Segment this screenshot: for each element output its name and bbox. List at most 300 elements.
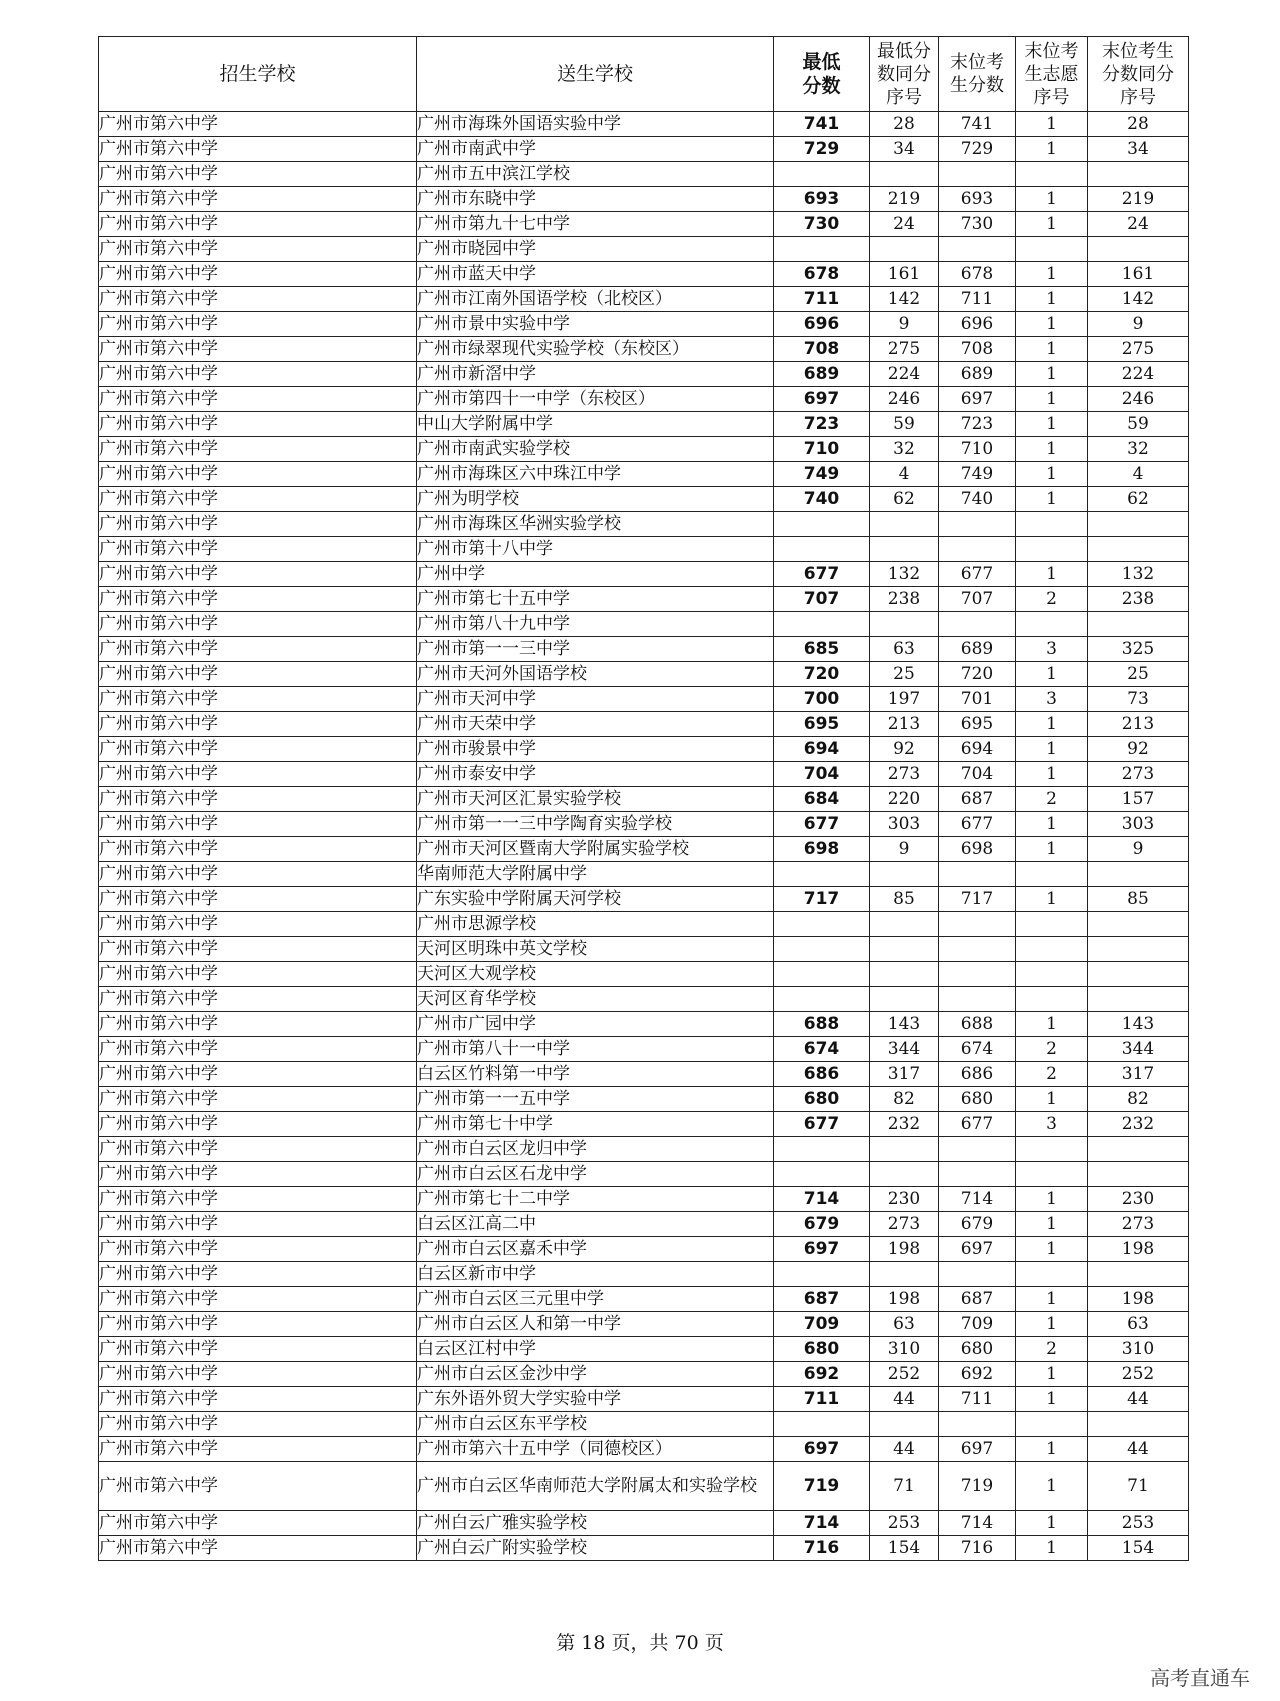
cell-min-rank: 4 — [870, 462, 939, 487]
cell-school: 广州市第六中学 — [99, 912, 417, 937]
cell-min-rank: 220 — [870, 787, 939, 812]
cell-school: 广州市第六中学 — [99, 137, 417, 162]
table-row — [99, 912, 1189, 937]
cell-last-rank: 230 — [1088, 1187, 1189, 1212]
cell-sender-school: 广州市泰安中学 — [417, 762, 774, 787]
cell-last-choice: 1 — [1016, 112, 1088, 137]
cell-last-choice: 1 — [1016, 812, 1088, 837]
cell-school: 广州市第六中学 — [99, 1062, 417, 1087]
table-row — [99, 662, 1189, 687]
cell-last-rank — [1088, 937, 1189, 962]
cell-sender-school: 广州市骏景中学 — [417, 737, 774, 762]
cell-last-score: 679 — [939, 1212, 1016, 1237]
cell-last-choice — [1016, 1137, 1088, 1162]
cell-min-score: 680 — [774, 1337, 870, 1362]
cell-school: 广州市第六中学 — [99, 712, 417, 737]
table-row — [99, 1362, 1189, 1387]
cell-last-rank — [1088, 912, 1189, 937]
table-row — [99, 387, 1189, 412]
cell-min-rank — [870, 987, 939, 1012]
cell-min-score: 716 — [774, 1536, 870, 1561]
cell-last-score: 698 — [939, 837, 1016, 862]
cell-last-choice — [1016, 1412, 1088, 1437]
cell-school: 广州市第六中学 — [99, 1212, 417, 1237]
cell-last-choice — [1016, 612, 1088, 637]
cell-last-choice — [1016, 962, 1088, 987]
cell-min-rank: 63 — [870, 637, 939, 662]
cell-school: 广州市第六中学 — [99, 962, 417, 987]
cell-min-rank: 71 — [870, 1462, 939, 1511]
cell-last-score — [939, 862, 1016, 887]
table-row — [99, 1212, 1189, 1237]
table-row — [99, 312, 1189, 337]
cell-school: 广州市第六中学 — [99, 1087, 417, 1112]
cell-sender-school: 广州市白云区石龙中学 — [417, 1162, 774, 1187]
cell-sender-school: 中山大学附属中学 — [417, 412, 774, 437]
cell-last-rank — [1088, 1412, 1189, 1437]
cell-min-rank: 44 — [870, 1437, 939, 1462]
table-row — [99, 262, 1189, 287]
cell-min-score: 710 — [774, 437, 870, 462]
table-row — [99, 1037, 1189, 1062]
header-min-rank: 最低分 数同分 序号 — [870, 37, 939, 112]
cell-min-rank — [870, 537, 939, 562]
cell-sender-school: 白云区江高二中 — [417, 1212, 774, 1237]
cell-school: 广州市第六中学 — [99, 737, 417, 762]
table-row — [99, 637, 1189, 662]
cell-last-rank: 273 — [1088, 762, 1189, 787]
cell-last-score: 677 — [939, 1112, 1016, 1137]
cell-min-rank: 253 — [870, 1511, 939, 1536]
cell-last-rank: 25 — [1088, 662, 1189, 687]
cell-min-score: 695 — [774, 712, 870, 737]
cell-last-rank — [1088, 237, 1189, 262]
cell-last-score: 693 — [939, 187, 1016, 212]
cell-school: 广州市第六中学 — [99, 262, 417, 287]
cell-last-score: 689 — [939, 362, 1016, 387]
cell-last-choice: 3 — [1016, 687, 1088, 712]
table-row — [99, 1536, 1189, 1561]
cell-last-rank — [1088, 1262, 1189, 1287]
cell-min-score: 685 — [774, 637, 870, 662]
cell-last-score: 678 — [939, 262, 1016, 287]
cell-school: 广州市第六中学 — [99, 1137, 417, 1162]
cell-school: 广州市第六中学 — [99, 1037, 417, 1062]
cell-min-rank — [870, 962, 939, 987]
header-last-choice: 末位考 生志愿 序号 — [1016, 37, 1088, 112]
cell-sender-school: 广州市绿翠现代实验学校（东校区） — [417, 337, 774, 362]
cell-min-rank: 161 — [870, 262, 939, 287]
cell-min-rank: 230 — [870, 1187, 939, 1212]
cell-last-choice: 1 — [1016, 762, 1088, 787]
cell-min-rank: 252 — [870, 1362, 939, 1387]
cell-sender-school: 广州市东晓中学 — [417, 187, 774, 212]
cell-last-rank: 34 — [1088, 137, 1189, 162]
table-row — [99, 237, 1189, 262]
cell-school: 广州市第六中学 — [99, 512, 417, 537]
cell-last-rank — [1088, 1137, 1189, 1162]
cell-min-score — [774, 237, 870, 262]
cell-last-rank: 62 — [1088, 487, 1189, 512]
cell-sender-school: 广州市第六十五中学（同德校区） — [417, 1437, 774, 1462]
cell-last-score: 704 — [939, 762, 1016, 787]
table-row — [99, 537, 1189, 562]
cell-min-score: 677 — [774, 812, 870, 837]
cell-min-score — [774, 1162, 870, 1187]
cell-last-choice: 1 — [1016, 1287, 1088, 1312]
table-row — [99, 987, 1189, 1012]
cell-last-choice: 1 — [1016, 1312, 1088, 1337]
cell-last-score: 689 — [939, 637, 1016, 662]
page-number: 第 18 页，共 70 页 — [556, 1632, 724, 1654]
cell-last-score: 677 — [939, 562, 1016, 587]
cell-last-score: 710 — [939, 437, 1016, 462]
table-row — [99, 1112, 1189, 1137]
cell-min-score: 686 — [774, 1062, 870, 1087]
cell-school: 广州市第六中学 — [99, 1287, 417, 1312]
cell-last-choice: 1 — [1016, 662, 1088, 687]
cell-sender-school: 广州市蓝天中学 — [417, 262, 774, 287]
cell-sender-school: 广州市南武中学 — [417, 137, 774, 162]
cell-min-rank — [870, 162, 939, 187]
table-row — [99, 562, 1189, 587]
cell-school: 广州市第六中学 — [99, 1187, 417, 1212]
cell-school: 广州市第六中学 — [99, 162, 417, 187]
cell-last-choice: 1 — [1016, 1387, 1088, 1412]
cell-school: 广州市第六中学 — [99, 1387, 417, 1412]
cell-sender-school: 广州市海珠外国语实验中学 — [417, 112, 774, 137]
cell-min-rank: 273 — [870, 1212, 939, 1237]
cell-min-rank: 82 — [870, 1087, 939, 1112]
header-last-rank: 末位考生 分数同分 序号 — [1088, 37, 1189, 112]
table-row — [99, 1087, 1189, 1112]
table-row — [99, 937, 1189, 962]
cell-min-score — [774, 1262, 870, 1287]
table-row — [99, 337, 1189, 362]
cell-last-rank: 32 — [1088, 437, 1189, 462]
cell-school: 广州市第六中学 — [99, 887, 417, 912]
cell-sender-school: 广州市第七十二中学 — [417, 1187, 774, 1212]
cell-min-rank: 59 — [870, 412, 939, 437]
cell-sender-school: 广州市海珠区六中珠江中学 — [417, 462, 774, 487]
table-row — [99, 712, 1189, 737]
cell-sender-school: 广州市海珠区华洲实验学校 — [417, 512, 774, 537]
cell-min-score: 692 — [774, 1362, 870, 1387]
cell-sender-school: 白云区新市中学 — [417, 1262, 774, 1287]
cell-min-score: 674 — [774, 1037, 870, 1062]
cell-last-score: 697 — [939, 1437, 1016, 1462]
cell-last-choice: 1 — [1016, 287, 1088, 312]
table-row — [99, 612, 1189, 637]
cell-sender-school: 广州市白云区华南师范大学附属太和实验学校 — [417, 1462, 774, 1511]
cell-sender-school: 广州市天河区暨南大学附属实验学校 — [417, 837, 774, 862]
cell-last-rank: 273 — [1088, 1212, 1189, 1237]
table-row — [99, 487, 1189, 512]
cell-min-score: 749 — [774, 462, 870, 487]
cell-last-score: 707 — [939, 587, 1016, 612]
cell-last-score: 711 — [939, 287, 1016, 312]
cell-min-rank: 317 — [870, 1062, 939, 1087]
cell-last-choice — [1016, 537, 1088, 562]
cell-school: 广州市第六中学 — [99, 287, 417, 312]
table-row — [99, 1062, 1189, 1087]
cell-sender-school: 广州市第九十七中学 — [417, 212, 774, 237]
cell-last-rank — [1088, 987, 1189, 1012]
cell-sender-school: 广东外语外贸大学实验中学 — [417, 1387, 774, 1412]
cell-min-score: 708 — [774, 337, 870, 362]
cell-last-choice: 1 — [1016, 1362, 1088, 1387]
cell-sender-school: 广州市白云区三元里中学 — [417, 1287, 774, 1312]
cell-last-score: 701 — [939, 687, 1016, 712]
table-row — [99, 862, 1189, 887]
table-row — [99, 887, 1189, 912]
cell-last-choice: 1 — [1016, 262, 1088, 287]
cell-min-rank: 275 — [870, 337, 939, 362]
cell-last-choice: 1 — [1016, 387, 1088, 412]
cell-last-rank: 310 — [1088, 1337, 1189, 1362]
cell-last-choice — [1016, 1162, 1088, 1187]
cell-last-rank: 219 — [1088, 187, 1189, 212]
cell-school: 广州市第六中学 — [99, 1536, 417, 1561]
cell-school: 广州市第六中学 — [99, 362, 417, 387]
cell-min-rank: 310 — [870, 1337, 939, 1362]
cell-min-score — [774, 612, 870, 637]
cell-school: 广州市第六中学 — [99, 537, 417, 562]
cell-last-rank: 198 — [1088, 1237, 1189, 1262]
cell-last-rank: 213 — [1088, 712, 1189, 737]
cell-last-score — [939, 937, 1016, 962]
cell-school: 广州市第六中学 — [99, 562, 417, 587]
cell-last-choice — [1016, 862, 1088, 887]
table-row — [99, 1337, 1189, 1362]
cell-min-score: 714 — [774, 1511, 870, 1536]
table-row — [99, 837, 1189, 862]
cell-last-choice: 1 — [1016, 1511, 1088, 1536]
cell-min-score: 729 — [774, 137, 870, 162]
cell-school: 广州市第六中学 — [99, 1437, 417, 1462]
cell-school: 广州市第六中学 — [99, 987, 417, 1012]
header-school: 招生学校 — [99, 37, 417, 112]
cell-school: 广州市第六中学 — [99, 1237, 417, 1262]
cell-min-rank — [870, 237, 939, 262]
cell-min-rank: 238 — [870, 587, 939, 612]
cell-min-score — [774, 1137, 870, 1162]
cell-sender-school: 广州市白云区龙归中学 — [417, 1137, 774, 1162]
cell-last-score: 687 — [939, 787, 1016, 812]
cell-sender-school: 广州市广园中学 — [417, 1012, 774, 1037]
cell-last-choice — [1016, 512, 1088, 537]
cell-sender-school: 广州为明学校 — [417, 487, 774, 512]
cell-sender-school: 广州市第七十中学 — [417, 1112, 774, 1137]
table-row — [99, 287, 1189, 312]
cell-last-choice: 3 — [1016, 1112, 1088, 1137]
cell-last-rank: 9 — [1088, 837, 1189, 862]
cell-min-rank: 62 — [870, 487, 939, 512]
cell-last-rank: 325 — [1088, 637, 1189, 662]
table-row — [99, 1287, 1189, 1312]
cell-school: 广州市第六中学 — [99, 1012, 417, 1037]
cell-min-rank — [870, 937, 939, 962]
table-row — [99, 137, 1189, 162]
table-row — [99, 362, 1189, 387]
cell-min-score: 720 — [774, 662, 870, 687]
cell-last-choice: 1 — [1016, 362, 1088, 387]
cell-last-rank: 344 — [1088, 1037, 1189, 1062]
cell-sender-school: 广州市南武实验学校 — [417, 437, 774, 462]
cell-school: 广州市第六中学 — [99, 337, 417, 362]
cell-last-score: 740 — [939, 487, 1016, 512]
cell-min-score: 677 — [774, 1112, 870, 1137]
cell-last-rank: 24 — [1088, 212, 1189, 237]
cell-last-score — [939, 1262, 1016, 1287]
cell-last-rank: 82 — [1088, 1087, 1189, 1112]
cell-last-score — [939, 537, 1016, 562]
cell-school: 广州市第六中学 — [99, 1511, 417, 1536]
cell-min-score: 698 — [774, 837, 870, 862]
cell-last-choice — [1016, 162, 1088, 187]
cell-school: 广州市第六中学 — [99, 1412, 417, 1437]
cell-last-score: 680 — [939, 1337, 1016, 1362]
cell-school: 广州市第六中学 — [99, 837, 417, 862]
cell-last-score — [939, 1137, 1016, 1162]
cell-min-score — [774, 987, 870, 1012]
cell-sender-school: 广州市第四十一中学（东校区） — [417, 387, 774, 412]
table-row — [99, 112, 1189, 137]
cell-school: 广州市第六中学 — [99, 1112, 417, 1137]
cell-min-rank: 197 — [870, 687, 939, 712]
cell-school: 广州市第六中学 — [99, 587, 417, 612]
admission-score-table — [98, 36, 1189, 1561]
cell-min-score: 689 — [774, 362, 870, 387]
cell-last-score: 677 — [939, 812, 1016, 837]
cell-min-rank — [870, 862, 939, 887]
table-row — [99, 412, 1189, 437]
cell-last-score — [939, 162, 1016, 187]
cell-last-choice: 1 — [1016, 1536, 1088, 1561]
cell-last-rank: 85 — [1088, 887, 1189, 912]
watermark: 高考直通车 — [1150, 1666, 1250, 1690]
cell-last-choice: 1 — [1016, 437, 1088, 462]
cell-school: 广州市第六中学 — [99, 462, 417, 487]
cell-last-choice: 1 — [1016, 737, 1088, 762]
cell-min-score: 741 — [774, 112, 870, 137]
table-row — [99, 187, 1189, 212]
table-row — [99, 787, 1189, 812]
cell-last-score — [939, 612, 1016, 637]
cell-last-choice: 1 — [1016, 1012, 1088, 1037]
cell-sender-school: 广州市新滘中学 — [417, 362, 774, 387]
cell-sender-school: 天河区育华学校 — [417, 987, 774, 1012]
cell-last-rank: 4 — [1088, 462, 1189, 487]
cell-min-score: 704 — [774, 762, 870, 787]
cell-min-score: 730 — [774, 212, 870, 237]
cell-sender-school: 广州市江南外国语学校（北校区） — [417, 287, 774, 312]
table-row — [99, 1137, 1189, 1162]
cell-min-score: 697 — [774, 387, 870, 412]
cell-sender-school: 广东实验中学附属天河学校 — [417, 887, 774, 912]
cell-last-score: 729 — [939, 137, 1016, 162]
cell-last-rank: 73 — [1088, 687, 1189, 712]
cell-school: 广州市第六中学 — [99, 487, 417, 512]
cell-min-rank: 9 — [870, 837, 939, 862]
cell-sender-school: 广州市思源学校 — [417, 912, 774, 937]
cell-school: 广州市第六中学 — [99, 1337, 417, 1362]
table-row — [99, 762, 1189, 787]
cell-sender-school: 广州白云广雅实验学校 — [417, 1511, 774, 1536]
cell-last-rank — [1088, 612, 1189, 637]
cell-last-score: 697 — [939, 387, 1016, 412]
cell-min-rank: 219 — [870, 187, 939, 212]
cell-min-rank — [870, 912, 939, 937]
cell-last-choice — [1016, 1262, 1088, 1287]
cell-last-score: 741 — [939, 112, 1016, 137]
cell-last-choice: 1 — [1016, 1087, 1088, 1112]
cell-last-choice: 3 — [1016, 637, 1088, 662]
cell-min-score: 693 — [774, 187, 870, 212]
cell-min-rank: 28 — [870, 112, 939, 137]
cell-last-rank — [1088, 862, 1189, 887]
cell-school: 广州市第六中学 — [99, 437, 417, 462]
cell-sender-school: 广州市第一一三中学陶育实验学校 — [417, 812, 774, 837]
cell-last-choice: 1 — [1016, 187, 1088, 212]
cell-school: 广州市第六中学 — [99, 237, 417, 262]
cell-min-rank: 198 — [870, 1287, 939, 1312]
cell-min-score: 714 — [774, 1187, 870, 1212]
cell-last-choice: 2 — [1016, 787, 1088, 812]
table-row — [99, 1462, 1189, 1511]
cell-last-rank: 198 — [1088, 1287, 1189, 1312]
cell-min-score: 680 — [774, 1087, 870, 1112]
cell-last-score: 714 — [939, 1511, 1016, 1536]
table-row — [99, 1511, 1189, 1536]
table-body — [99, 112, 1189, 1561]
header-min-score: 最低 分数 — [774, 37, 870, 112]
cell-last-choice: 1 — [1016, 887, 1088, 912]
header-last-score: 末位考 生分数 — [939, 37, 1016, 112]
cell-last-rank: 246 — [1088, 387, 1189, 412]
table-row — [99, 687, 1189, 712]
cell-last-choice — [1016, 987, 1088, 1012]
cell-school: 广州市第六中学 — [99, 637, 417, 662]
cell-last-score — [939, 237, 1016, 262]
table-row — [99, 812, 1189, 837]
cell-last-score: 694 — [939, 737, 1016, 762]
cell-min-rank: 224 — [870, 362, 939, 387]
cell-min-score: 707 — [774, 587, 870, 612]
cell-last-rank: 59 — [1088, 412, 1189, 437]
cell-sender-school: 广州市景中实验中学 — [417, 312, 774, 337]
table-row — [99, 462, 1189, 487]
cell-sender-school: 广州市第十八中学 — [417, 537, 774, 562]
cell-min-rank: 92 — [870, 737, 939, 762]
cell-sender-school: 广州白云广附实验学校 — [417, 1536, 774, 1561]
cell-min-score: 709 — [774, 1312, 870, 1337]
cell-school: 广州市第六中学 — [99, 612, 417, 637]
table-row — [99, 1437, 1189, 1462]
cell-last-rank — [1088, 537, 1189, 562]
cell-school: 广州市第六中学 — [99, 387, 417, 412]
cell-last-rank: 63 — [1088, 1312, 1189, 1337]
cell-min-score: 697 — [774, 1237, 870, 1262]
cell-last-choice: 1 — [1016, 412, 1088, 437]
cell-last-rank: 303 — [1088, 812, 1189, 837]
cell-sender-school: 华南师范大学附属中学 — [417, 862, 774, 887]
cell-last-rank: 28 — [1088, 112, 1189, 137]
cell-last-score: 717 — [939, 887, 1016, 912]
cell-school: 广州市第六中学 — [99, 112, 417, 137]
table-header-row — [99, 37, 1189, 112]
cell-sender-school: 广州市五中滨江学校 — [417, 162, 774, 187]
